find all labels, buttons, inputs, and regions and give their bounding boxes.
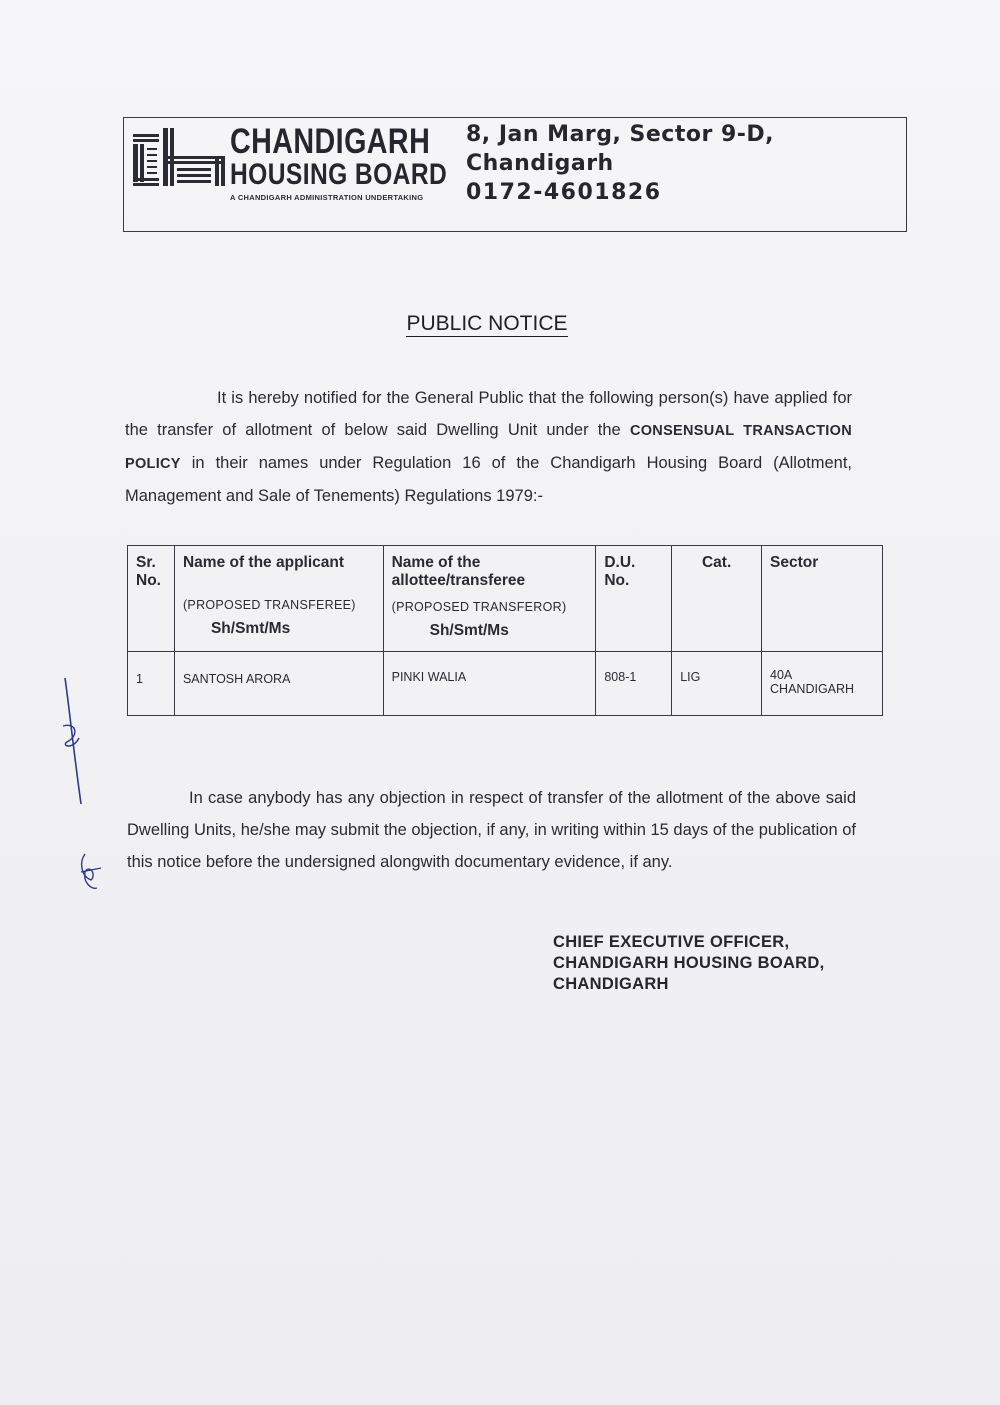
objection-paragraph xyxy=(127,782,856,878)
signature-line3: CHANDIGARH xyxy=(553,975,669,993)
address-line1: 8, Jan Marg, Sector 9-D, xyxy=(466,122,775,147)
header-allottee-honorific: Sh/Smt/Ms xyxy=(429,622,509,639)
org-name-line1: CHANDIGARH xyxy=(230,122,431,161)
intro-part1: It is hereby notified for the General Public that the following person(s) have applied for the transfer of allotment of below said Dwelling Unit under the xyxy=(125,389,852,439)
intro-part2: in their names under Regulation 16 of the Chandigarh Housing Board (Allotment, Management and Sale of Tenements) Regulations 1979:- xyxy=(125,454,852,505)
row-sector xyxy=(762,652,883,716)
phone-number: 0172-4601826 xyxy=(466,180,662,205)
objection-text: In case anybody has any objection in respect of transfer of the allotment of the above said Dwelling Units, he/she may submit the objection, if any, in writing within 15 days of the publication of this notice before the undersigned alongwith documentary evidence, if any. xyxy=(127,789,856,871)
chb-logo-icon xyxy=(133,128,229,186)
header-applicant-label: Name of the applicant xyxy=(182,554,345,571)
header-allottee xyxy=(383,546,596,652)
header-applicant-honorific: Sh/Smt/Ms xyxy=(210,620,291,637)
policy-name: CONSENSUAL TRANSACTION POLICY xyxy=(125,423,852,472)
header-sr-no: Sr. No. xyxy=(128,546,175,652)
row-sector-line2: CHANDIGARH xyxy=(770,682,855,696)
header-applicant xyxy=(174,546,383,652)
header-allottee-sub: (PROPOSED TRANSFEROR) xyxy=(391,600,567,614)
header-du-no: D.U. No. xyxy=(596,546,672,652)
signature-line1: CHIEF EXECUTIVE OFFICER, xyxy=(553,933,790,951)
header-sector: Sector xyxy=(762,546,883,652)
row-du-no: 808-1 xyxy=(596,652,672,716)
signature-block xyxy=(553,932,825,995)
signature-line2: CHANDIGARH HOUSING BOARD, xyxy=(553,954,825,972)
row-applicant-name: SANTOSH ARORA xyxy=(174,652,383,716)
row-allottee-name: PINKI WALIA xyxy=(383,652,596,716)
org-name-line2: HOUSING BOARD xyxy=(230,158,448,191)
org-tagline: A CHANDIGARH ADMINISTRATION UNDERTAKING xyxy=(230,193,424,202)
intro-paragraph xyxy=(125,382,852,512)
notice-title-text: PUBLIC NOTICE xyxy=(406,312,568,335)
table-header-row xyxy=(128,546,883,652)
applicant-table xyxy=(127,545,883,716)
table-row xyxy=(128,652,883,716)
header-category: Cat. xyxy=(672,546,762,652)
row-sector-line1: 40A xyxy=(770,668,793,682)
header-allottee-label: Name of the allottee/transferee xyxy=(391,554,526,589)
address-line2: Chandigarh xyxy=(466,151,614,176)
row-sr-no: 1 xyxy=(128,652,175,716)
notice-title xyxy=(0,312,974,336)
handwritten-margin-mark-icon xyxy=(55,676,115,906)
letterhead xyxy=(123,117,907,232)
row-category: LIG xyxy=(672,652,762,716)
header-applicant-sub: (PROPOSED TRANSFEREE) xyxy=(182,598,356,612)
